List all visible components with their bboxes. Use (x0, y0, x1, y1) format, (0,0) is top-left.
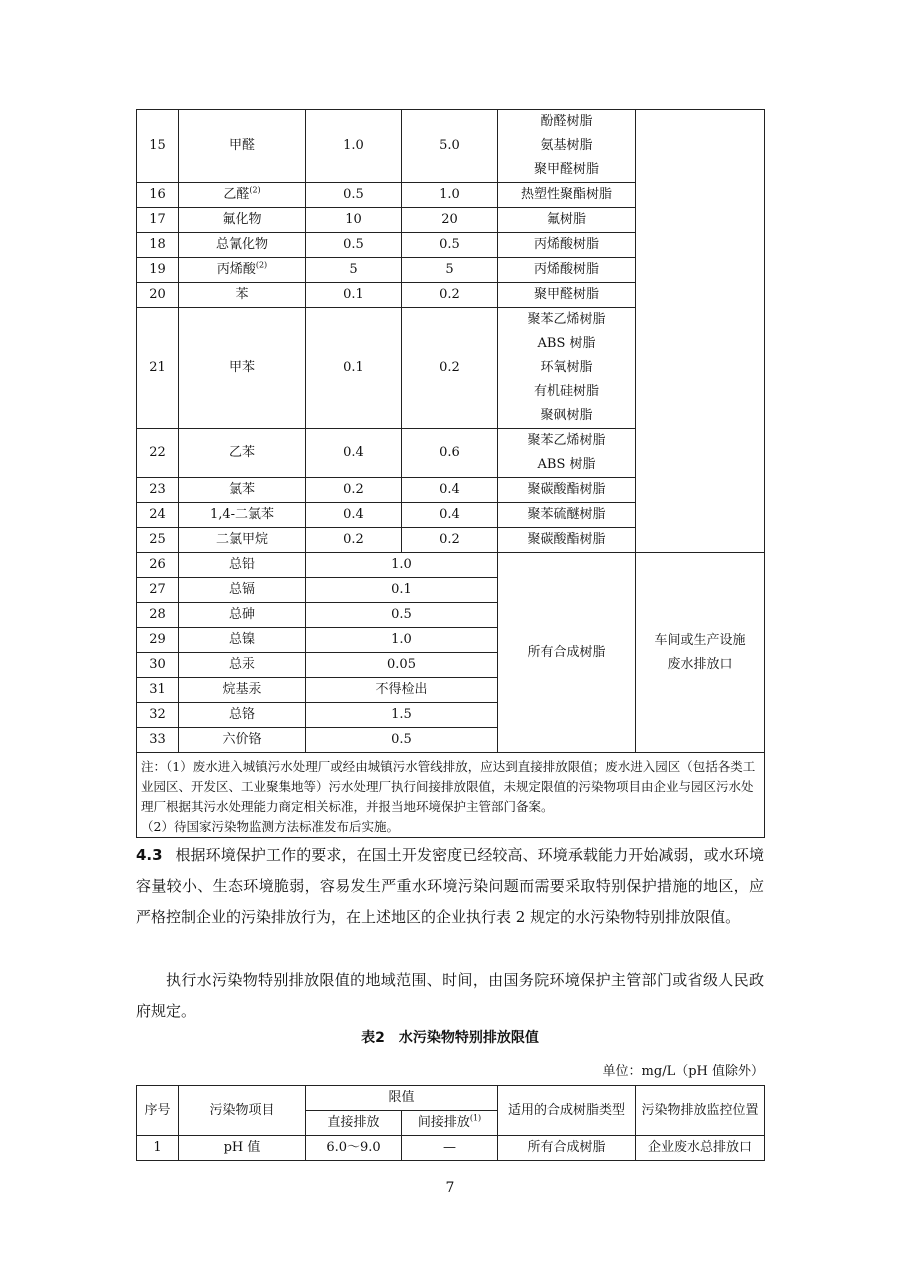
row-direct: 5 (306, 258, 402, 283)
row-no: 24 (137, 503, 179, 528)
note-1: 注：（1）废水进入城镇污水处理厂或经由城镇污水管线排放，应达到直接排放限值；废水进入园区（包括各类工业园区、开发区、工业聚集地等）污水处理厂执行间接排放限值，未规定限值的污染物项目由企业与园区污水处理厂根据其污水处理能力商定相关标准，并报当地环境保护主管部门备案。 (141, 759, 756, 814)
row-limit: 1.5 (306, 703, 498, 728)
row-item: 甲醛 (179, 110, 306, 183)
row-no: 31 (137, 678, 179, 703)
table-row (137, 110, 765, 183)
row-limit: 0.5 (306, 603, 498, 628)
table-note (137, 753, 765, 838)
row-direct: 0.5 (306, 233, 402, 258)
row-item: 六价铬 (179, 728, 306, 753)
row-direct: 0.2 (306, 528, 402, 553)
header-no: 序号 (137, 1086, 179, 1136)
resin-type: 环氧树脂 (540, 360, 593, 375)
metal-resin: 所有合成树脂 (498, 553, 636, 753)
row-no: 33 (137, 728, 179, 753)
header-item: 污染物项目 (179, 1086, 306, 1136)
row-item: 烷基汞 (179, 678, 306, 703)
row-no: 30 (137, 653, 179, 678)
row-resins (498, 258, 636, 283)
special-limits-table (136, 1085, 765, 1161)
row-item: 氟化物 (179, 208, 306, 233)
section-4-3 (136, 840, 764, 933)
row-no: 22 (137, 429, 179, 478)
row-direct: 0.5 (306, 183, 402, 208)
section-text: 根据环境保护工作的要求，在国土开发密度已经较高、环境承载能力开始减弱，或水环境容量较小、生态环境脆弱，容易发生严重水环境污染问题而需要采取特别保护措施的地区，应严格控制企业的污染排放行为，在上述地区的企业执行表 2 规定的水污染物特别排放限值。 (136, 846, 764, 926)
resin-type: 氨基树脂 (540, 138, 593, 153)
table2-title: 表2 水污染物特别排放限值 (361, 1030, 539, 1046)
row-limit: 0.05 (306, 653, 498, 678)
row-resins (498, 308, 636, 429)
resin-type: 聚苯硫醚树脂 (527, 507, 606, 522)
row-resins (498, 429, 636, 478)
row-limit: 不得检出 (306, 678, 498, 703)
header-limit: 限值 (306, 1086, 498, 1111)
row-direct: 0.4 (306, 503, 402, 528)
row-no: 16 (137, 183, 179, 208)
row-direct: 1.0 (306, 110, 402, 183)
resin-type: ABS 树脂 (537, 457, 596, 472)
row-no: 15 (137, 110, 179, 183)
row-item: 总砷 (179, 603, 306, 628)
row-resins (498, 478, 636, 503)
resin-type: 有机硅树脂 (533, 384, 599, 399)
row-resins (498, 528, 636, 553)
row-no: 17 (137, 208, 179, 233)
row-indirect: — (402, 1136, 498, 1161)
row-no: 28 (137, 603, 179, 628)
row-item: 总汞 (179, 653, 306, 678)
row-indirect: 0.6 (402, 429, 498, 478)
header-resin: 适用的合成树脂类型 (498, 1086, 636, 1136)
note-2: （2）待国家污染物监测方法标准发布后实施。 (141, 819, 399, 834)
section-number: 4.3 (136, 846, 163, 864)
row-item: 二氯甲烷 (179, 528, 306, 553)
row-resins (498, 283, 636, 308)
resin-type: 热塑性聚酯树脂 (520, 187, 612, 202)
row-direct: 0.4 (306, 429, 402, 478)
table-row (137, 1136, 765, 1161)
row-resins (498, 208, 636, 233)
row-resin: 所有合成树脂 (498, 1136, 636, 1161)
row-no: 18 (137, 233, 179, 258)
row-no: 21 (137, 308, 179, 429)
row-direct: 0.1 (306, 308, 402, 429)
row-resins (498, 233, 636, 258)
row-direct: 6.0～9.0 (306, 1136, 402, 1161)
resin-type: 聚砜树脂 (540, 408, 593, 423)
table-row (137, 553, 765, 578)
resin-type: ABS 树脂 (537, 336, 596, 351)
table2-unit: 单位：mg/L（pH 值除外） (602, 1064, 764, 1079)
row-no: 23 (137, 478, 179, 503)
row-no: 29 (137, 628, 179, 653)
row-limit: 1.0 (306, 553, 498, 578)
row-indirect: 5 (402, 258, 498, 283)
row-item: 氯苯 (179, 478, 306, 503)
row-location: 企业废水总排放口 (636, 1136, 765, 1161)
header-location: 污染物排放监控位置 (636, 1086, 765, 1136)
page-number: 7 (445, 1180, 455, 1196)
row-indirect: 0.4 (402, 478, 498, 503)
row-item: 总镉 (179, 578, 306, 603)
row-item: 乙苯 (179, 429, 306, 478)
row-indirect: 0.2 (402, 283, 498, 308)
row-no: 27 (137, 578, 179, 603)
resin-type: 聚苯乙烯树脂 (527, 312, 606, 327)
row-indirect: 5.0 (402, 110, 498, 183)
row-item: 丙烯酸$^{(2)}$ (179, 258, 306, 283)
row-direct: 0.2 (306, 478, 402, 503)
row-no: 1 (137, 1136, 179, 1161)
resin-type: 酚醛树脂 (540, 114, 593, 129)
header-indirect: 间接排放$^{(1)}$ (402, 1111, 498, 1136)
row-item: 总氰化物 (179, 233, 306, 258)
resin-type: 聚碳酸酯树脂 (527, 482, 606, 497)
row-resins (498, 183, 636, 208)
row-item: 乙醛$^{(2)}$ (179, 183, 306, 208)
row-item: 1,4-二氯苯 (179, 503, 306, 528)
resin-type: 聚甲醛树脂 (533, 162, 599, 177)
row-item: 总镍 (179, 628, 306, 653)
row-direct: 10 (306, 208, 402, 233)
resin-type: 丙烯酸树脂 (533, 237, 599, 252)
row-direct: 0.1 (306, 283, 402, 308)
resin-type: 聚碳酸酯树脂 (527, 532, 606, 547)
resin-type: 丙烯酸树脂 (533, 262, 599, 277)
row-indirect: 0.4 (402, 503, 498, 528)
row-resins (498, 110, 636, 183)
resin-type: 氟树脂 (546, 212, 586, 227)
row-indirect: 1.0 (402, 183, 498, 208)
row-no: 19 (137, 258, 179, 283)
row-item: 甲苯 (179, 308, 306, 429)
row-item: 苯 (179, 283, 306, 308)
row-indirect: 0.5 (402, 233, 498, 258)
row-limit: 1.0 (306, 628, 498, 653)
row-item: pH 值 (179, 1136, 306, 1161)
limits-table-continued (136, 109, 765, 838)
row-no: 26 (137, 553, 179, 578)
resin-type: 聚甲醛树脂 (533, 287, 599, 302)
row-no: 32 (137, 703, 179, 728)
metal-location: 车间或生产设施 废水排放口 (636, 553, 765, 753)
row-no: 25 (137, 528, 179, 553)
row-no: 20 (137, 283, 179, 308)
row-item: 总铬 (179, 703, 306, 728)
location-blank (636, 110, 765, 553)
row-indirect: 20 (402, 208, 498, 233)
resin-type: 聚苯乙烯树脂 (527, 433, 606, 448)
row-limit: 0.1 (306, 578, 498, 603)
row-item: 总铅 (179, 553, 306, 578)
row-resins (498, 503, 636, 528)
row-indirect: 0.2 (402, 308, 498, 429)
row-indirect: 0.2 (402, 528, 498, 553)
header-direct: 直接排放 (306, 1111, 402, 1136)
section-paragraph-2: 执行水污染物特别排放限值的地域范围、时间，由国务院环境保护主管部门或省级人民政府规定。 (136, 971, 764, 1020)
row-limit: 0.5 (306, 728, 498, 753)
